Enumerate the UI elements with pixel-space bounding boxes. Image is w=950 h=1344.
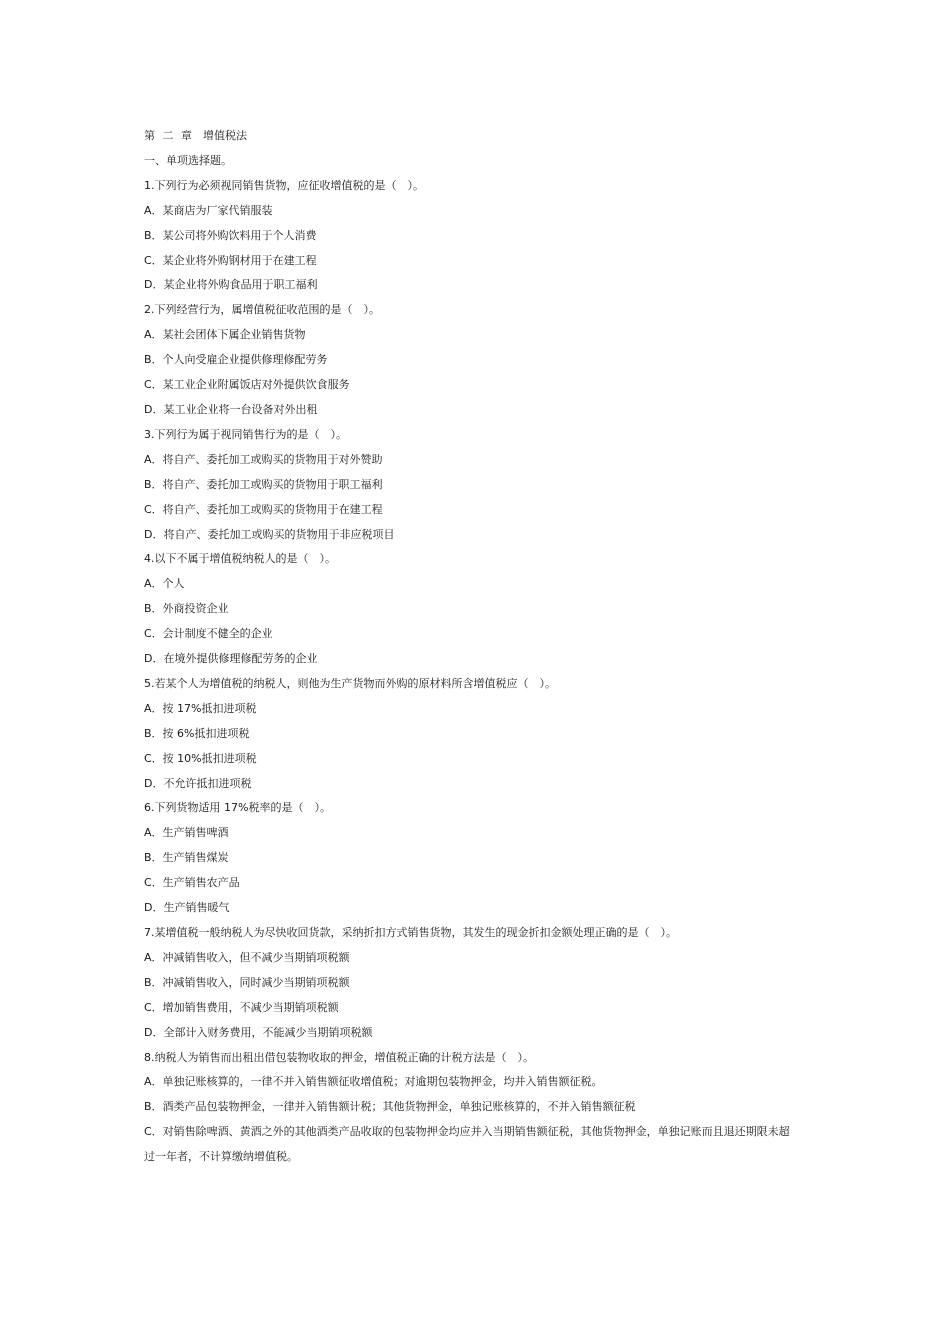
question-5-option-c: C．按 10%抵扣进项税 — [144, 751, 257, 765]
question-4-option-c: C．会计制度不健全的企业 — [144, 627, 273, 641]
question-5-option-b: B．按 6%抵扣进项税 — [144, 726, 250, 740]
question-6-option-b: B．生产销售煤炭 — [144, 851, 229, 865]
question-5-option-d: D．不允许抵扣进项税 — [144, 776, 252, 790]
question-1-option-c: C．某企业将外购钢材用于在建工程 — [144, 253, 317, 267]
question-6-option-c: C．生产销售农产品 — [144, 876, 240, 890]
question-5-option-a: A．按 17%抵扣进项税 — [144, 701, 257, 715]
question-7-option-a: A．冲减销售收入，但不减少当期销项税额 — [144, 950, 350, 964]
question-3: 3.下列行为属于视同销售行为的是（ ）。 — [144, 427, 347, 441]
question-2-option-b: B．个人向受雇企业提供修理修配劳务 — [144, 353, 328, 367]
question-3-option-b: B．将自产、委托加工或购买的货物用于职工福利 — [144, 477, 383, 491]
question-8: 8.纳税人为销售而出租出借包装物收取的押金，增值税正确的计税方法是（ ）。 — [144, 1050, 534, 1064]
question-8-option-c: C．对销售除啤酒、黄酒之外的其他酒类产品收取的包装物押金均应并入当期销售额征税，其他货物押金，单独记账而且退还期限未超 — [144, 1125, 790, 1139]
question-7-option-b: B．冲减销售收入，同时减少当期销项税额 — [144, 975, 350, 989]
question-8-option-a: A．单独记账核算的，一律不并入销售额征收增值税；对逾期包装物押金，均并入销售额征税。 — [144, 1075, 603, 1089]
chapter-title: 第 二 章 增值税法 — [144, 129, 247, 142]
question-4-option-b: B．外商投资企业 — [144, 602, 229, 616]
question-3-option-d: D．将自产、委托加工或购买的货物用于非应税项目 — [144, 527, 395, 541]
question-2-option-c: C．某工业企业附属饭店对外提供饮食服务 — [144, 378, 350, 392]
document-page — [144, 124, 809, 1170]
question-4-option-a: A．个人 — [144, 577, 185, 591]
question-2-option-a: A．某社会团体下属企业销售货物 — [144, 328, 306, 342]
question-4-option-d: D．在境外提供修理修配劳务的企业 — [144, 652, 318, 666]
question-3-option-a: A．将自产、委托加工或购买的货物用于对外赞助 — [144, 452, 383, 466]
question-7-option-d: D．全部计入财务费用，不能减少当期销项税额 — [144, 1025, 373, 1039]
question-1: 1.下列行为必须视同销售货物，应征收增值税的是（ ）。 — [144, 178, 424, 192]
question-7-option-c: C．增加销售费用，不减少当期销项税额 — [144, 1000, 339, 1014]
question-2-option-d: D．某工业企业将一台设备对外出租 — [144, 402, 318, 416]
question-6: 6.下列货物适用 17%税率的是（ ）。 — [144, 801, 331, 815]
question-7: 7.某增值税一般纳税人为尽快收回货款，采纳折扣方式销售货物，其发生的现金折扣金额处理正确的是（ ）。 — [144, 926, 677, 939]
question-8-option-b: B．酒类产品包装物押金，一律并入销售额计税；其他货物押金，单独记账核算的，不并入销售额征税 — [144, 1100, 636, 1114]
question-4: 4.以下不属于增值税纳税人的是（ ）。 — [144, 552, 336, 566]
question-1-option-d: D．某企业将外购食品用于职工福利 — [144, 278, 318, 292]
question-5: 5.若某个人为增值税的纳税人，则他为生产货物而外购的原材料所含增值税应（ ）。 — [144, 676, 556, 690]
question-1-option-b: B．某公司将外购饮料用于个人消费 — [144, 228, 317, 242]
question-3-option-c: C．将自产、委托加工或购买的货物用于在建工程 — [144, 502, 383, 516]
section-title: 一、单项选择题。 — [144, 153, 232, 167]
question-2: 2.下列经营行为，属增值税征收范围的是（ ）。 — [144, 303, 380, 317]
question-6-option-d: D．生产销售暖气 — [144, 901, 230, 915]
question-1-option-a: A．某商店为厂家代销服装 — [144, 203, 273, 217]
question-6-option-a: A．生产销售啤酒 — [144, 826, 229, 840]
question-8-option-c-continued: 过一年者，不计算缴纳增值税。 — [144, 1150, 298, 1164]
